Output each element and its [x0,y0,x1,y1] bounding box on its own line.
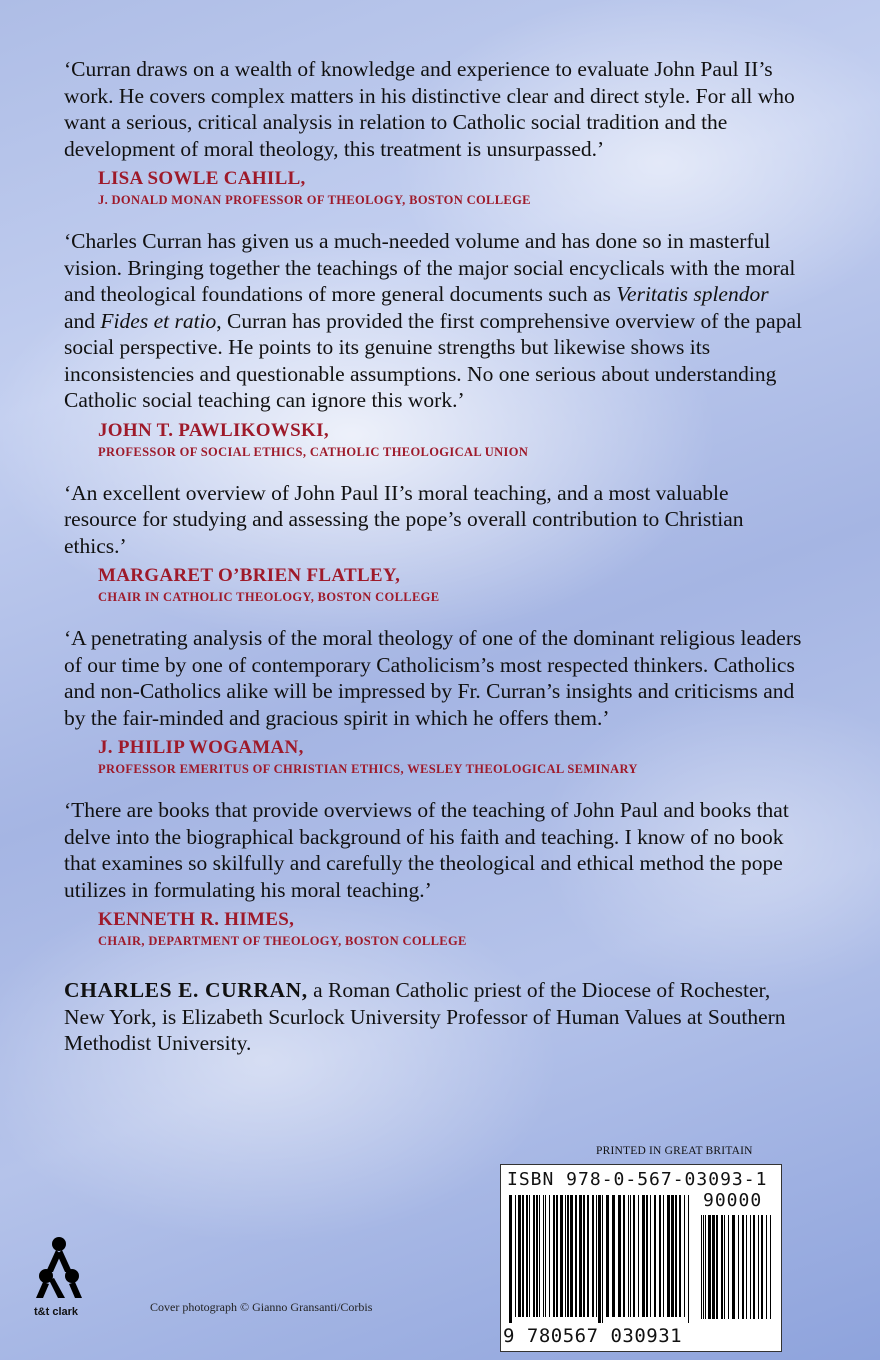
ean-digits: 9 780567 030931 [503,1325,683,1347]
endorsement-quote: ‘A penetrating analysis of the moral theology of one of the dominant religious leaders of our time by one of contemporary Catholicism’s most respected thinkers. Catholics and non-Catholics alike will be impressed by Fr. Curran’s insights and criticisms and by the fair-minded and gracious spirit in which he offers them.’ [64,626,802,730]
photo-credit: Cover photograph © Gianno Gransanti/Corbis [150,1300,373,1314]
endorser-name: J. PHILIP WOGAMAN, [98,737,304,758]
addon-barcode-bars [699,1215,775,1323]
price-code: 90000 [703,1190,763,1211]
book-title: Veritatis splendor [616,282,769,306]
endorsement-1 [64,56,804,208]
endorser-affiliation: CHAIR IN CATHOLIC THEOLOGY, BOSTON COLLEGE [98,590,440,604]
endorsement-quote: ‘Charles Curran has given us a much-needed volume and has done so in masterful vision. Bringing together the teachings of the major social encyclicals with the moral and theological foundations of more general documents such as Veritatis splendor and Fides et ratio, Curran has provided the first comprehensive overview of the papal social perspective. He points to its genuine strengths but likewise shows its inconsistencies and questionable assumptions. No one serious about understanding Catholic social teaching can ignore this work.’ [64,229,802,412]
endorser-affiliation: CHAIR, DEPARTMENT OF THEOLOGY, BOSTON COLLEGE [98,934,467,948]
endorsement-3 [64,480,804,606]
isbn-text: ISBN 978-0-567-03093-1 [507,1169,768,1190]
endorser-affiliation: PROFESSOR OF SOCIAL ETHICS, CATHOLIC THEOLOGICAL UNION [98,444,529,459]
ean-barcode-bars [507,1195,693,1323]
endorsement-quote: ‘There are books that provide overviews of the teaching of John Paul and books that delve into the biographical background of his faith and teaching. I know of no book that examines so skilfully and carefully the theological and ethical method the pope utilizes in formulating his moral teaching.’ [64,798,789,902]
printed-in-label: PRINTED IN GREAT BRITAIN [596,1145,753,1157]
endorser-name: MARGARET O’BRIEN FLATLEY, [98,565,401,586]
endorser-affiliation: J. DONALD MONAN PROFESSOR OF THEOLOGY, BOSTON COLLEGE [98,193,531,207]
author-name: CHARLES E. CURRAN, [64,978,308,1002]
endorser-name: KENNETH R. HIMES, [98,909,295,930]
publisher-logo-text: t&t clark [34,1306,79,1318]
endorsement-quote: ‘Curran draws on a wealth of knowledge and experience to evaluate John Paul II’s work. He covers complex matters in his distinctive clear and direct style. For all who want a serious, critical analysis in relation to Catholic social tradition and the development of moral theology, this treatment is unsurpassed.’ [64,57,795,161]
author-bio-text: a Roman Catholic priest of the Diocese of Rochester, New York, is Elizabeth Scurlock University Professor of Human Values at Southern Methodist University. [64,978,786,1055]
endorser-affiliation: PROFESSOR EMERITUS OF CHRISTIAN ETHICS, WESLEY THEOLOGICAL SEMINARY [98,762,638,776]
endorsement-quote: ‘An excellent overview of John Paul II’s moral teaching, and a most valuable resource for studying and assessing the pope’s overall contribution to Christian ethics.’ [64,480,744,558]
endorser-name: JOHN T. PAWLIKOWSKI, [98,419,329,441]
author-bio [64,977,804,1057]
barcode [500,1164,782,1352]
book-title: Fides et ratio [100,308,217,333]
endorsement-2 [64,228,804,460]
endorsement-5 [64,797,804,949]
endorsement-4 [64,625,804,777]
endorser-name: LISA SOWLE CAHILL, [98,168,306,189]
publisher-logo-icon [34,1236,84,1302]
back-cover-text [64,56,804,1078]
